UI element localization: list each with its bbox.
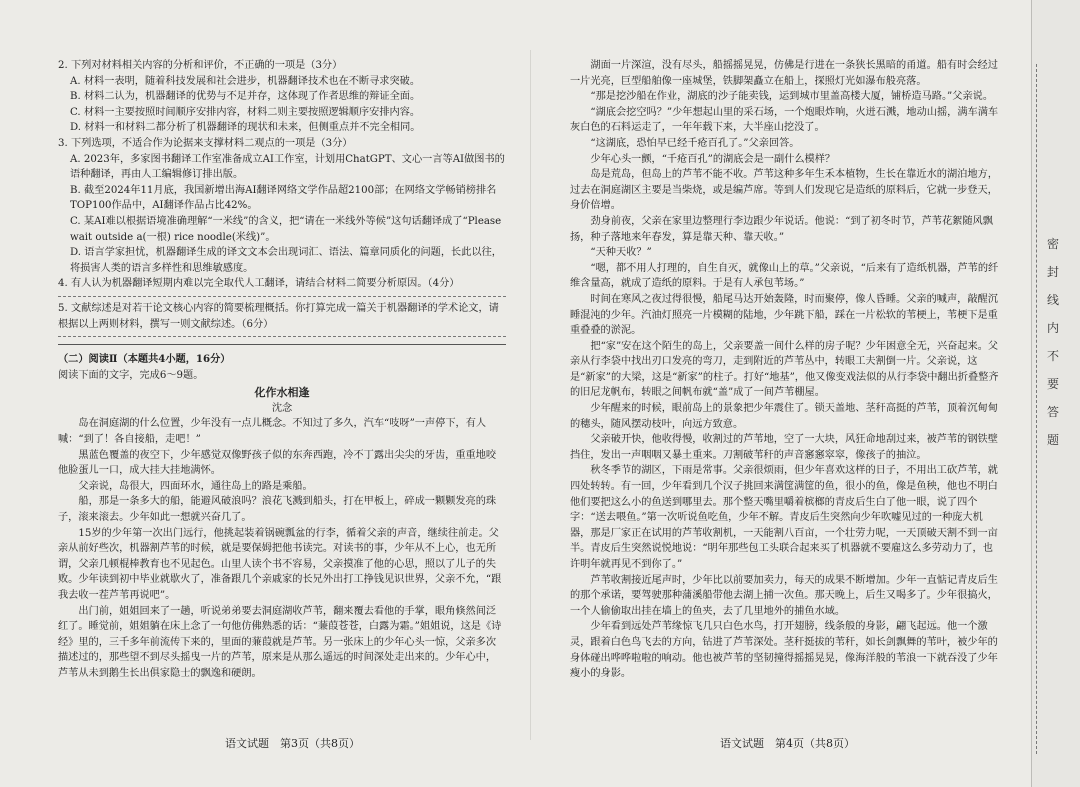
page-gutter [530,50,531,740]
seal-char: 答 [1046,405,1059,419]
right-page [570,58,1002,682]
seal-char: 题 [1046,433,1059,447]
story-paragraph: 15岁的少年第一次出门远行，他挑起装着锅碗瓢盆的行李，循着父亲的声音，继续往前走。父亲从前好些次，机器割芦苇的时候，就是要保姆把他书读完。对读书的事，少年从不上心，也无所谓，父亲几顿棍棒教育也不见起色。山里人读个书不容易，父亲摸准了他的心思，照以了儿子的失败。少年读到初中毕业就歇火了，准备跟几个亲戚家的长兄外出打工挣钱见识世界，父亲不允，“跟我去收一茬芦苇再说吧”。 [58,527,502,601]
story-paragraph: 湖面一片深渲，没有尽头，船摇摇晃晃，仿佛是行进在一条狭长黑暗的甬道。船有时会经过一片光亮，巨型船舶像一座城堡，铁脚架矗立在船上，探照灯光如瀑布般亮落。 [570,60,998,87]
question-5: 5. 文献综述是对若干论文核心内容的简要梳理概括。你打算完成一篇关于机器翻译的学术论文，请根据以上两则材料，撰写一则文献综述。（6分） [58,302,499,330]
story-paragraph: 父亲说，岛很大，四面环水，通往岛上的路是乘船。 [78,480,313,492]
reading-instruction: 阅读下面的文字，完成6～9题。 [58,369,204,381]
seal-char: 要 [1046,377,1059,391]
seal-notice [1040,230,1066,454]
seal-char: 密 [1046,237,1059,251]
q2-option-a: A. 材料一表明，随着科技发展和社会进步，机器翻译技术也在不断寻求突破。 [70,75,421,87]
story-paragraph: 劲身前夜，父亲在家里边整理行李边跟少年说话。他说：“到了初冬时节，芦苇花絮随风飘扬，种子落地来年春发，算是靠天种、靠天收。” [570,215,993,243]
q2-option-d: D. 材料一和材料二都分析了机器翻译的现状和未来，但侧重点并不完全相同。 [70,122,421,134]
story-paragraph: 少年心头一颤，“千疮百孔”的湖底会是一副什么模样？ [590,153,836,165]
story-paragraph: 把“家”安在这个陌生的岛上，父亲要盖一间什么样的房子呢？少年困意全无，兴奋起来。父亲从行李袋中找出刃口发亮的弯刀，走到附近的芦苇丛中，转眼工夫割倒一片。父亲说，这是“新家”的大梁，这是“新家”的柱子。打好“地基”，他又像变戏法似的从行李袋中翻出折叠整齐的旧尼龙帆布，转眼之间帆布就“盖”成了一间芦苇棚屋。 [570,340,999,399]
story-paragraph: 出门前，姐姐回来了一趟，听说弟弟要去洞庭湖收芦苇，翻来覆去看他的手掌，眼角倏然间泛红了。睡觉前，姐姐躺在床上念了一句他仿佛熟悉的话：“蒹葭苍苍，白露为霜。”姐姐说，这是《诗经》里的，三千多年前流传下来的，里面的蒹葭就是芦苇。另一张床上的少年心头一惊，父亲多次描述过的，那些望不到尽头摇曳一片的芦苇，原来是从那么遥远的时间深处走出来的。少年心中，芦苇从未到鹅生长出俱家隐士的飘逸和硬朗。 [58,605,502,679]
page-footer-left: 语文试题 第3页（共8页） [225,737,360,750]
q3-option-b: B. 截至2024年11月底，我国新增出海AI翻译网络文学作品超2100部；在网络文学畅销榜排名TOP100作品中，AI翻译作品占比42%。 [70,184,497,212]
story-title: 化作水相逢 [254,386,310,400]
story-paragraph: 时间在寒风之夜过得很慢，船尾马达开始轰隆，时而聚停，像人昏睡。父亲的喊声，敲醒沉睡混沌的少年。汽油灯照亮一片模糊的陆地，少年跳下船，踩在一片松软的苇梗上，苇梗下是重重叠叠的淤泥。 [570,293,998,337]
story-paragraph: 芦苇收割接近尾声时，少年比以前要加卖力，每天的成果不断增加。少年一直惦记青皮后生的那个承诺，要驾驶那种蒲溪船带他去湖上捕一次鱼。那天晚上，后生又喝多了。少年很搞火，一个人偷偷取出挂在墙上的鱼夹，去了几里地外的捕鱼水域。 [570,574,998,617]
q3-option-d: D. 语言学家担忧，机器翻译生成的译文文本会出现词汇、语法、篇章同质化的问题，长此以往，将损害人类的语言多样性和思维敏感度。 [70,247,502,274]
question-2: 2. 下列对材料相关内容的分析和评价，不正确的一项是（3分） [58,60,343,71]
story-paragraph: “嗯，都不用人打理的，自生自灭，就像山上的草。”父亲说，“后来有了造纸机器，芦苇的纤维含量高，就成了造纸的原料。于是有人承包苇场。” [570,262,999,290]
section-heading: （二）阅读Ⅱ（本题共4小题，16分） [58,353,231,366]
story-paragraph: “那是挖沙船在作业，湖底的沙子能卖钱，运到城市里盖高楼大厦，铺桥造马路。”父亲说。 [590,91,994,103]
story-author: 沈念 [271,402,293,414]
q3-option-a: A. 2023年，多家图书翻译工作室准备成立AI工作室，计划用ChatGPT、文心一言等AI做图书的语种翻译，再由人工编辑修订排出版。 [70,153,505,181]
story-paragraph: 岛在洞庭湖的什么位置，少年没有一点儿概念。不知过了多久，汽车“吱呀”一声停下，有人喊：“到了！各自接船，走吧！” [58,418,487,446]
q2-option-c: C. 材料一主要按照时间顺序安排内容，材料二则主要按照逻辑顺序安排内容。 [70,106,421,118]
answer-line [58,336,506,337]
story-paragraph: 岛是荒岛，但岛上的芦苇不能不收。芦苇这种多年生禾本植物，生长在靠近水的湖泊地方，过去在洞庭湖区主要是当柴烧，或是编芦席。等到人们发现它是造纸的原料后，它就一步登天，身价倍增。 [570,169,998,212]
story-paragraph: “湖底会挖空吗？”少年想起山里的采石场，一个炮眼炸响，火迸石溅，地动山摇，满车满车灰白色的石料运走了，一年年载下来，大半座山挖没了。 [570,106,999,134]
question-4: 4. 有人认为机器翻译短期内难以完全取代人工翻译，请结合材料二简要分析原因。（4分） [58,278,460,290]
seal-char: 不 [1046,349,1059,363]
story-paragraph: 黑蓝色覆盖的夜空下，少年感觉双像野孩子似的东奔西跑，冷不丁露出尖尖的牙齿，重重地咬他脸蛋儿一口，成大挂大挂地满怀。 [58,449,497,477]
left-page [58,58,506,682]
page-footer-right: 语文试题 第4页（共8页） [720,737,855,750]
story-paragraph: 父亲破开快，他收得慢，收割过的芦苇地，空了一大块，风狂命地刮过来，被芦苇的钢铁壁挡住，发出一声咽咽又暴土重来。刀割破苇秆的声音窸窸窣窣，像孩子的抽泣。 [570,434,998,461]
story-paragraph: 少年看到远处芦苇缘惊飞几只白色水鸟，打开翅膀，线条般的身影，翩飞起远。他一个激灵，跟着白色鸟飞去的方向，钻进了芦苇深处。茎秆挺拔的苇秆，如长剑飘舞的苇叶，被少年的身体碰出哗哗啦啦的响动。他也被芦苇的坚韧撞得摇摇晃晃，像海洋般的苇浪一下就吞没了少年瘦小的身影。 [570,621,998,680]
question-3: 3. 下列选项，不适合作为论据来支撑材料二观点的一项是（3分） [58,137,353,149]
story-paragraph: 少年醒来的时候，眼前岛上的景象把少年震住了。锁天盖地、茎秆高挺的芦苇，顶着沉甸甸的穗头，随风摆动枝叶，向远方致意。 [570,403,998,430]
q2-option-b: B. 材料二认为，机器翻译的优势与不足并存，这体现了作者思维的辩证全面。 [70,91,421,103]
story-paragraph: “天种天收？” [590,247,652,259]
section-divider [58,344,506,345]
seal-char: 封 [1046,265,1059,279]
answer-line [58,296,506,297]
story-paragraph: 秋冬季节的湖区，下雨是常事。父亲很烦雨，但少年喜欢这样的日子，不用出工砍芦苇，就四处转转。有一回，少年看到几个汉子挑回来满筐满筐的鱼，很小的鱼，像是鱼秧，他也不明白他们要把这么小的鱼送到哪里去。那个整天嘴里嚼着槟榔的青皮后生白了他一眼，说了四个字：“送去喂鱼。”第一次听说鱼吃鱼，少年不解。青皮后生突然向少年吹嘘见过的一种庞大机器，那是厂家正在试用的芦苇收割机，一天能割八百亩，一个壮劳力呢，一天顶破天割不到一亩半。青皮后生突然说悦地说：“明年那些包工头联合起来买了机器就不要雇这么多劳动力了，也许明年就再见不到你了。” [570,465,998,570]
seal-dashed-line [1036,64,1037,754]
seal-char: 线 [1046,293,1059,307]
q3-option-c: C. 某AI难以根据语境准确理解“一米线”的含义，把“请在一米线外等候”这句话翻译成了“Please wait outside a(一根) rice noodle(米线)”。 [70,215,502,243]
story-paragraph: 船，那是一条多大的船，能避风破浪吗？浪花飞溅到船头，打在甲板上，碎成一颗颗发亮的珠子，滚来滚去。少年如此一想就兴奋几了。 [58,496,497,524]
story-paragraph: “这湖底，恐怕早已经千疮百孔了。”父亲回答。 [590,137,800,149]
seal-char: 内 [1046,321,1059,335]
